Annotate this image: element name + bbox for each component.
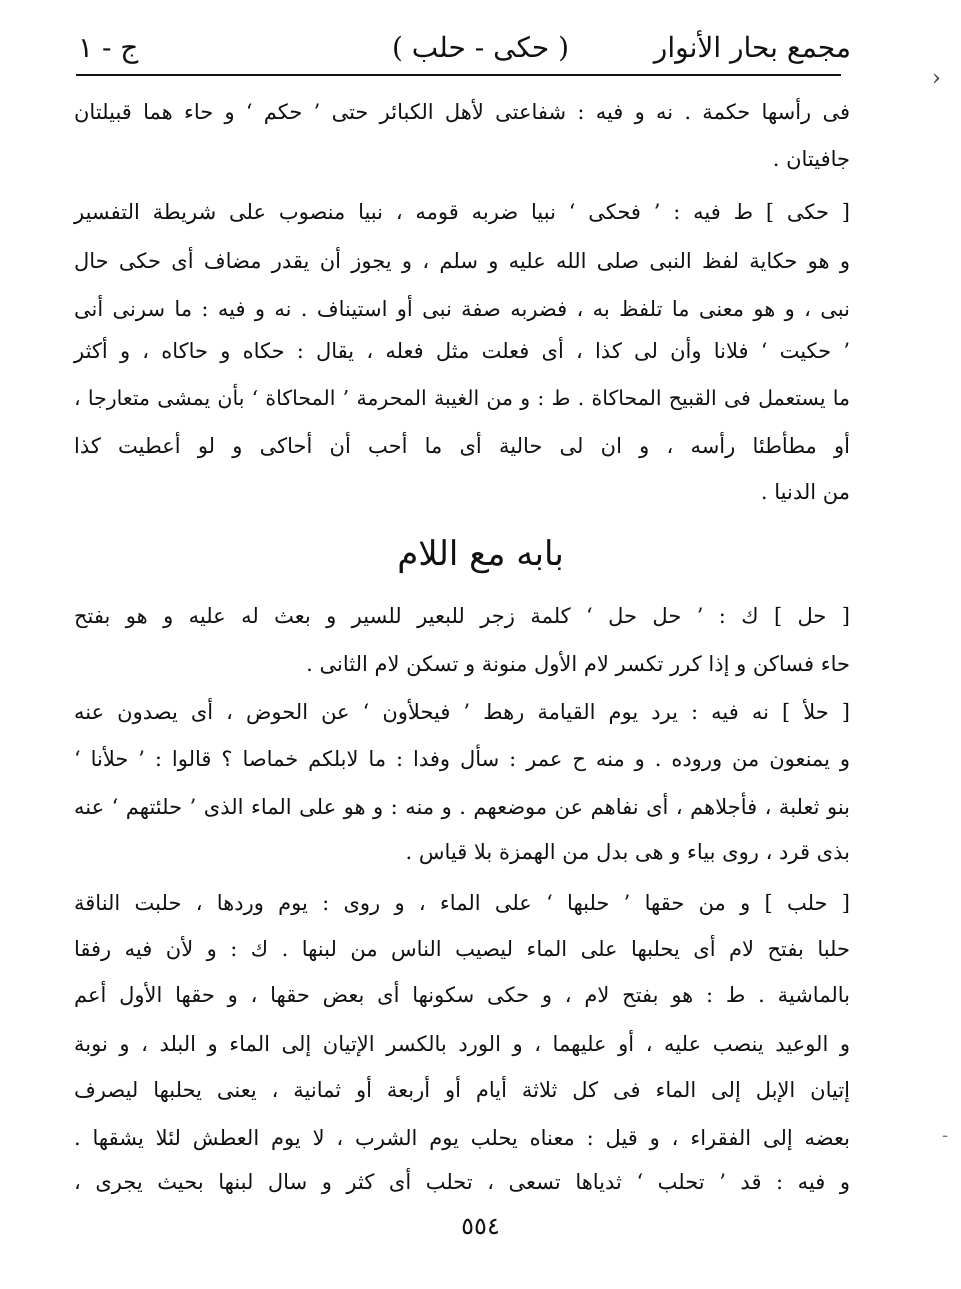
text-line: [ حلأ ] نه فيه : يرد يوم القيامة رهط ’ فيحلأون ‘ عن الحوض ، أى يصدون عنه <box>74 700 850 724</box>
margin-tick-mark: - <box>942 1125 949 1146</box>
text-line: بالماشية . ط : هو بفتح لام ، و حكى سكونها أى بعض حقها ، و حقها الأول أعم <box>74 983 850 1007</box>
text-line: من الدنيا . <box>760 480 850 504</box>
text-line: جافيتان . <box>772 147 850 171</box>
text-line: بنو ثعلبة ، فأجلاهم ، أى نفاهم عن موضعهم . و منه : و هو على الماء الذى ’ حلئتهم ‘ عنه <box>74 795 850 819</box>
text-line: و الوعيد ينصب عليه ، أو عليهما ، و الورد بالكسر الإتيان إلى الماء و البلد ، و نوبة <box>74 1032 850 1056</box>
text-line: حلبا بفتح لام أى يحلبها على الماء ليصيب الناس من لبنها . ك : و لأن فيه رفقا <box>74 937 850 961</box>
text-line: ما يستعمل فى القبيح المحاكاة . ط : و من الغيبة المحرمة ’ المحاكاة ‘ بأن يمشى متعارجا ، <box>74 386 850 410</box>
text-line: فى رأسها حكمة . نه و فيه : شفاعتى لأهل الكبائر حتى ’ حكم ‘ و حاء هما قبيلتان <box>74 100 850 124</box>
text-line: بعضه إلى الفقراء ، و قيل : معناه يحلب يوم الشرب ، لا يوم العطش لئلا يشقها . <box>74 1126 850 1150</box>
page-number: ٥٥٤ <box>461 1212 500 1240</box>
running-header-book-title: مجمع بحار الأنوار <box>653 31 851 64</box>
text-line: [ حل ] ك : ’ حل حل ‘ كلمة زجر للبعير للسير و بعث له عليه و هو بفتح <box>74 604 850 628</box>
text-line: و هو حكاية لفظ النبى صلى الله عليه و سلم ، و يجوز أن يقدر مضاف أى حكى حال <box>74 249 850 273</box>
running-header-volume: ج - ١ <box>78 31 139 64</box>
text-line: و يمنعون من وروده . و منه ح عمر : سأل وفدا : ما لابلكم خماصا ؟ قالوا : ’ حلأنا ‘ <box>74 747 850 771</box>
text-line: [ حكى ] ط فيه : ’ فحكى ‘ نبيا ضربه قومه ، نبيا منصوب على شريطة التفسير <box>74 200 850 224</box>
text-line: بذى قرد ، روى بياء و هى بدل من الهمزة بلا قياس . <box>405 840 850 864</box>
section-heading: بابه مع اللام <box>397 534 564 574</box>
text-line: و فيه : قد ’ تحلب ‘ ثدياها تسعى ، تحلب أى كثر و سال لبنها بحيث يجرى ، <box>74 1170 850 1194</box>
header-rule <box>76 74 841 76</box>
text-line: حاء فساكن و إذا كرر تكسر لام الأول منونة و تسكن لام الثانى . <box>306 652 850 676</box>
text-line: إتيان الإبل إلى الماء فى كل ثلاثة أيام أو أربعة أو ثمانية ، يعنى يحلبها ليصرف <box>74 1078 850 1102</box>
running-header-entry-range: ( حكى - حلب ) <box>391 31 570 64</box>
margin-arrow-mark: › <box>932 66 941 91</box>
text-line: ’ حكيت ‘ فلانا وأن لى كذا ، أى فعلت مثل فعله ، يقال : حكاه و حاكاه ، و أكثر <box>74 339 850 363</box>
text-line: نبى ، و هو معنى ما تلفظ به ، فضربه صفة نبى أو استيناف . نه و فيه : ما سرنى أنى <box>74 297 850 321</box>
text-line: أو مطأطئا رأسه ، و ان لى حالية أى ما أحب أن أحاكى و لو أعطيت كذا <box>74 434 850 458</box>
text-line: [ حلب ] و من حقها ’ حلبها ‘ على الماء ، و روى : يوم وردها ، حلبت الناقة <box>74 891 850 915</box>
